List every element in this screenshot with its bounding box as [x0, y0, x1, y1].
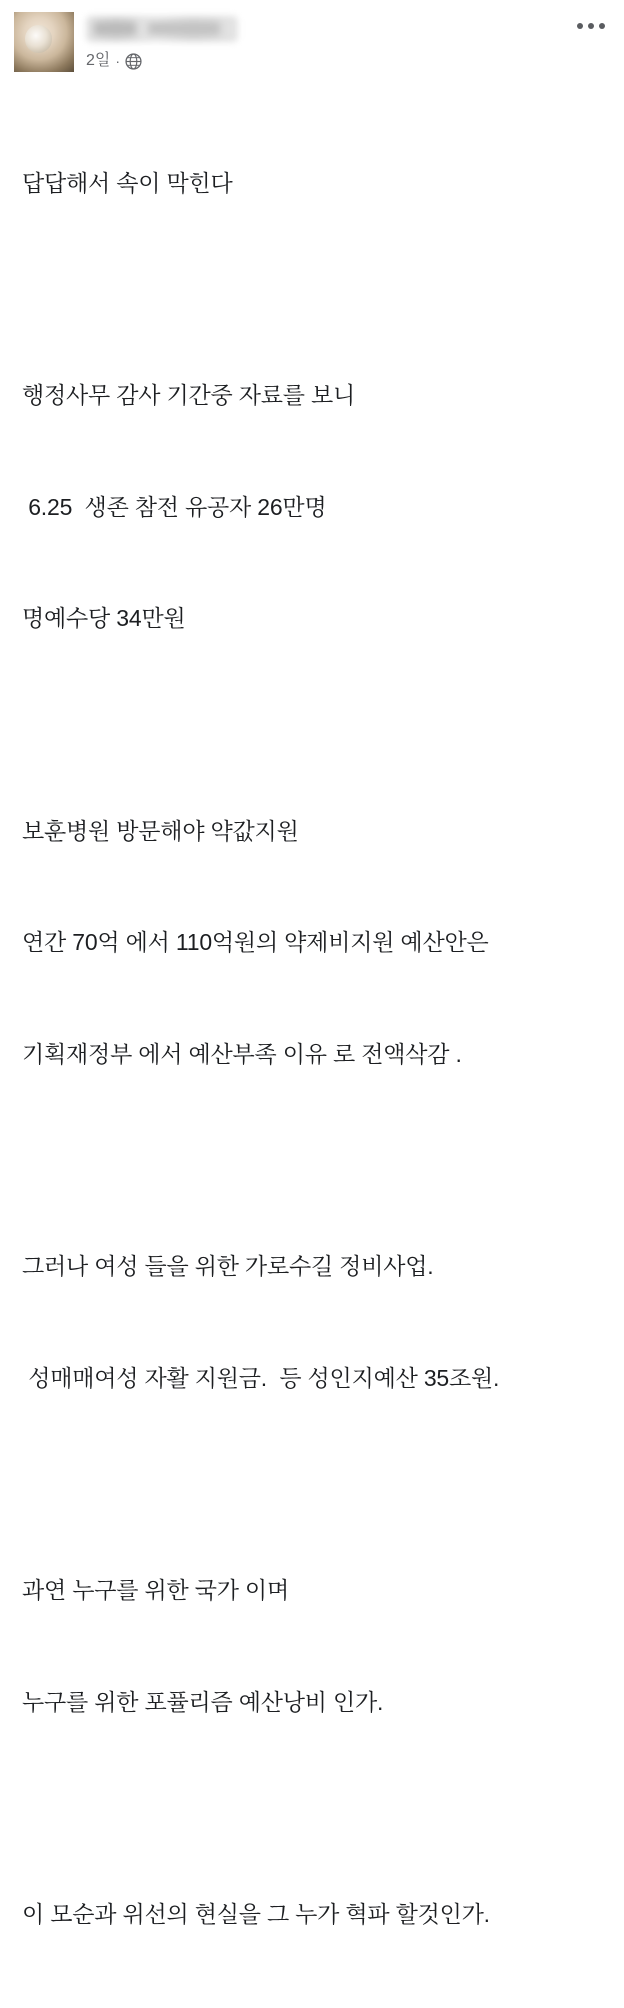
post-line: 답답해서 속이 막힌다	[22, 169, 233, 196]
post-paragraph	[22, 90, 602, 276]
ellipsis-dot	[577, 23, 583, 29]
post-paragraph	[22, 1174, 602, 1472]
post-line: 6.25 생존 참전 유공자 26만명	[22, 493, 327, 520]
globe-icon[interactable]	[125, 53, 142, 70]
post-timestamp[interactable]: 2일	[86, 52, 111, 69]
post-paragraph	[22, 738, 602, 1148]
avatar-image	[14, 12, 74, 72]
post-body	[0, 76, 624, 2008]
avatar[interactable]	[14, 12, 74, 72]
post-line: 누구를 위한 포퓰리즘 예산낭비 인가.	[22, 1689, 384, 1715]
post-paragraph	[22, 1498, 602, 1796]
post-line: 성매매여성 자활 지원금. 등 성인지예산 35조원.	[22, 1365, 500, 1391]
ellipsis-dot	[599, 23, 605, 29]
post-line: 이 모순과 위선의 현실을 그 누가 혁파 할것인가.	[22, 1901, 490, 1928]
post-line: 행정사무 감사 기간중 자료를 보니	[22, 381, 356, 408]
ellipsis-dot	[588, 23, 594, 29]
post-line: 명예수당 34만원	[22, 605, 186, 632]
ellipsis-icon[interactable]	[574, 12, 608, 40]
post-header	[0, 0, 624, 76]
post-line: 보훈병원 방문해야 약값지원	[22, 817, 299, 844]
post-author-block	[86, 10, 610, 70]
post-line: 과연 누구를 위한 국가 이며	[22, 1577, 289, 1604]
post-paragraph	[22, 1822, 602, 2008]
post-line: 기획재정부 에서 예산부족 이유 로 전액삭감 .	[22, 1041, 462, 1067]
post-meta	[86, 52, 610, 70]
post-line: 연간 70억 에서 110억원의 약제비지원 예산안은	[22, 929, 489, 956]
post-line: 그러나 여성 들을 위한 가로수길 정비사업.	[22, 1253, 434, 1280]
post-paragraph	[22, 302, 602, 712]
author-name-redacted[interactable]	[86, 16, 238, 42]
meta-separator: ·	[115, 53, 121, 69]
